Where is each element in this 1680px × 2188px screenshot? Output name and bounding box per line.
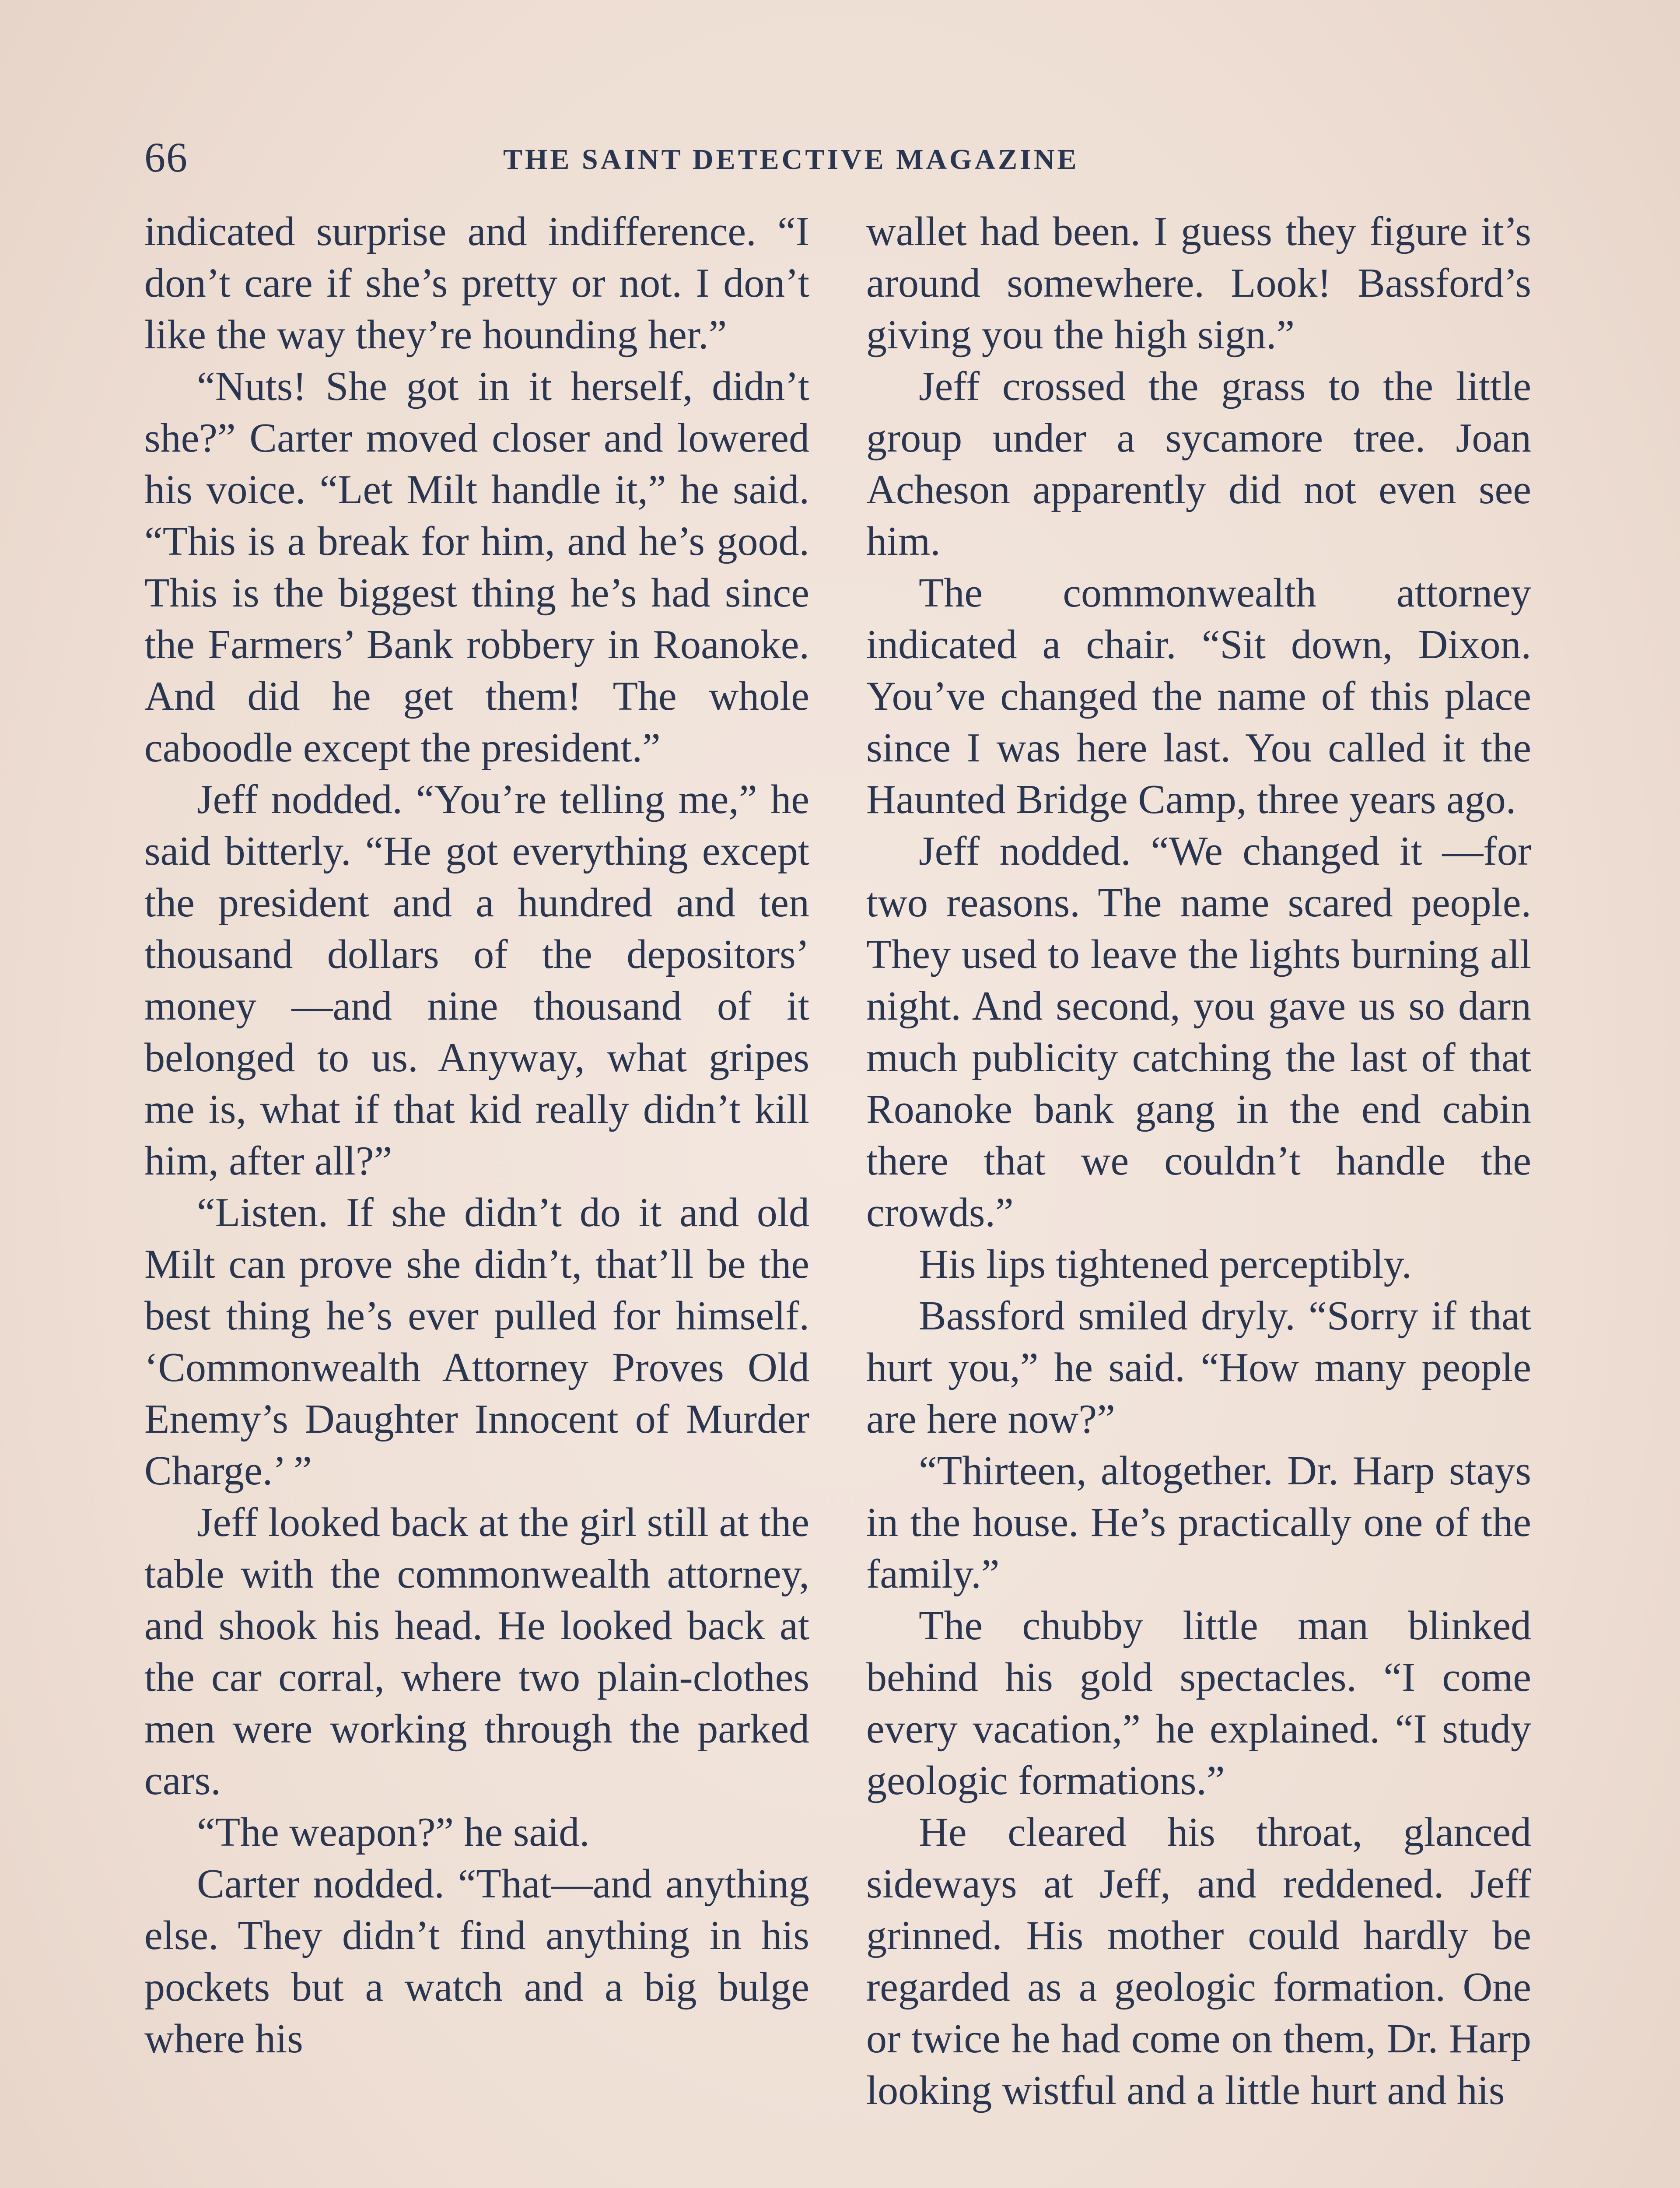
paragraph: Carter nodded. “That—and anything else. They didn’t find anything in his pockets but a watch and a big bulge where his xyxy=(144,1861,809,2062)
paragraph: “Nuts! She got in it herself, didn’t she?” Carter moved closer and lowered his voice. “Let Milt handle it,” he said. “This is a break for him, and he’s good. This is the biggest thing he’s had since the Farmers’ Bank robbery in Roanoke. And did he get them! The whole caboodle except the president.” xyxy=(144,364,809,771)
paragraph: Bassford smiled dryly. “Sorry if that hurt you,” he said. “How many people are here now?” xyxy=(866,1293,1531,1442)
page-header xyxy=(144,131,1536,184)
paragraph: wallet had been. I guess they figure it’s around somewhere. Look! Bassford’s giving you the high sign.” xyxy=(866,209,1531,358)
paragraph: “The weapon?” he said. xyxy=(197,1809,590,1855)
paragraph: His lips tightened perceptibly. xyxy=(919,1241,1412,1287)
paragraph: He cleared his throat, glanced sideways at Jeff, and reddened. Jeff grinned. His mother could hardly be regarded as a geologic formation. One or twice he had come on them, Dr. Harp looking wistful and a little hurt and his xyxy=(866,1809,1531,2113)
paragraph: Jeff looked back at the girl still at the table with the commonwealth attorney, and shook his head. He looked back at the car corral, where two plain-clothes men were working through the parked cars. xyxy=(144,1500,809,1803)
paragraph: The chubby little man blinked behind his gold spectacles. “I come every vacation,” he explained. “I study geologic formations.” xyxy=(866,1603,1531,1803)
paragraph: “Thirteen, altogether. Dr. Harp stays in the house. He’s practically one of the family.” xyxy=(866,1448,1531,1597)
right-column xyxy=(866,206,1531,2116)
paragraph: The commonwealth attorney indicated a chair. “Sit down, Dixon. You’ve changed the name of this place since I was here last. You called it the Haunted Bridge Camp, three years ago. xyxy=(866,570,1531,822)
paragraph: Jeff crossed the grass to the little group under a sycamore tree. Joan Acheson apparently did not even see him. xyxy=(866,364,1531,564)
running-title: THE SAINT DETECTIVE MAGAZINE xyxy=(503,144,1079,175)
page-number: 66 xyxy=(144,134,188,181)
left-column xyxy=(144,206,809,2065)
paragraph: Jeff nodded. “You’re telling me,” he said bitterly. “He got everything except the president and a hundred and ten thousand dollars of the depositors’ money —and nine thousand of it belonged to us. Anyway, what gripes me is, what if that kid really didn’t kill him, after all?” xyxy=(144,777,809,1184)
paragraph: Jeff nodded. “We changed it —for two reasons. The name scared people. They used to leave the lights burning all night. And second, you gave us so darn much publicity catching the last of that Roanoke bank gang in the end cabin there that we couldn’t handle the crowds.” xyxy=(866,828,1531,1235)
paragraph: indicated surprise and indifference. “I don’t care if she’s pretty or not. I don’t like the way they’re hounding her.” xyxy=(144,209,809,358)
paragraph: “Listen. If she didn’t do it and old Milt can prove she didn’t, that’ll be the best thing he’s ever pulled for himself. ‘Commonwealth Attorney Proves Old Enemy’s Daughter Innocent of Murder Charge.’ ” xyxy=(144,1190,809,1494)
